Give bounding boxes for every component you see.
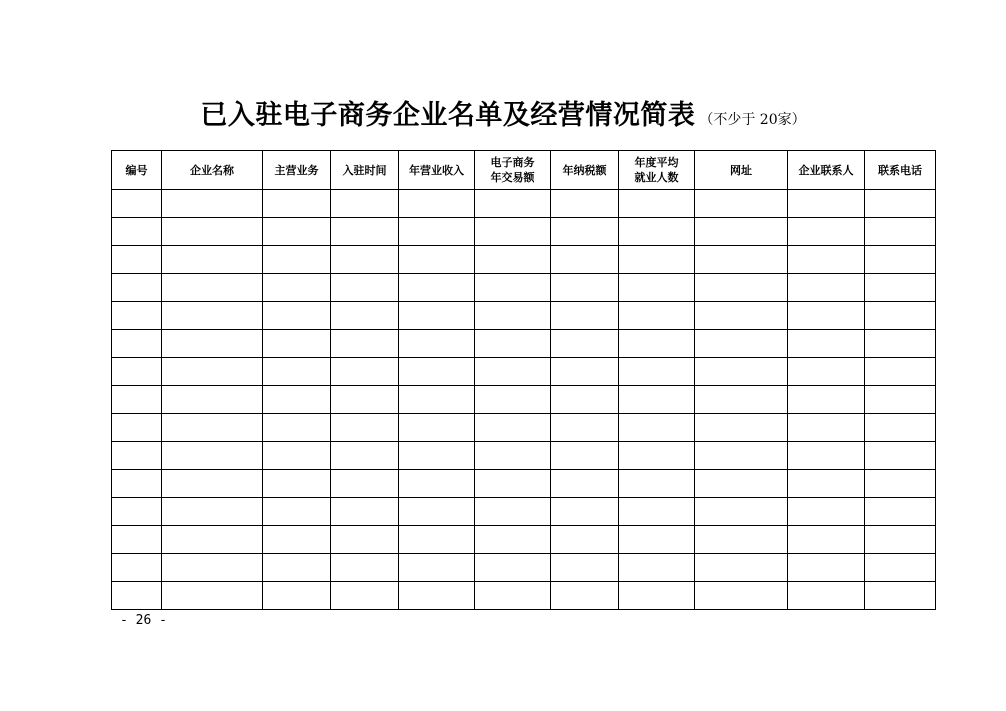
table-cell-annual-revenue	[399, 246, 475, 274]
table-cell-annual-tax	[551, 386, 619, 414]
table-cell-annual-tax	[551, 442, 619, 470]
table-cell-website	[695, 274, 788, 302]
table-cell-entry-time	[331, 526, 399, 554]
table-cell-annual-ecommerce-volume	[475, 554, 551, 582]
table-cell-entry-time	[331, 386, 399, 414]
table-cell-annual-ecommerce-volume	[475, 470, 551, 498]
table-cell-contact-person	[788, 302, 865, 330]
table-cell-main-business	[263, 442, 331, 470]
table-cell-website	[695, 498, 788, 526]
table-cell-number	[112, 554, 162, 582]
table-cell-contact-person	[788, 246, 865, 274]
table-cell-annual-revenue	[399, 330, 475, 358]
table-row	[112, 582, 936, 610]
table-cell-annual-ecommerce-volume	[475, 218, 551, 246]
table-cell-annual-ecommerce-volume	[475, 190, 551, 218]
table-cell-number	[112, 386, 162, 414]
table-cell-number	[112, 498, 162, 526]
table-cell-main-business	[263, 498, 331, 526]
table-cell-contact-phone	[865, 470, 936, 498]
table-cell-number	[112, 274, 162, 302]
column-header-annual-revenue: 年营业收入	[399, 151, 475, 190]
column-header-ecommerce-volume: 电子商务 年交易额	[475, 151, 551, 190]
table-row	[112, 274, 936, 302]
table-cell-number	[112, 246, 162, 274]
table-cell-entry-time	[331, 414, 399, 442]
table-row	[112, 414, 936, 442]
column-header-contact-phone: 联系电话	[865, 151, 936, 190]
table-cell-contact-person	[788, 386, 865, 414]
header-row	[112, 151, 936, 190]
table-cell-contact-person	[788, 470, 865, 498]
table-cell-entry-time	[331, 358, 399, 386]
table-cell-annual-tax	[551, 470, 619, 498]
table-cell-website	[695, 554, 788, 582]
table-cell-annual-revenue	[399, 470, 475, 498]
table-cell-annual-avg-employment	[619, 554, 695, 582]
table-row	[112, 330, 936, 358]
table-cell-company-name	[162, 498, 263, 526]
table-cell-annual-tax	[551, 526, 619, 554]
column-header-contact-person: 企业联系人	[788, 151, 865, 190]
table-cell-annual-revenue	[399, 554, 475, 582]
table-cell-annual-revenue	[399, 526, 475, 554]
title-note: （不少于 20家）	[699, 112, 806, 128]
table-cell-number	[112, 190, 162, 218]
table-cell-annual-tax	[551, 218, 619, 246]
table-cell-annual-revenue	[399, 386, 475, 414]
table-cell-contact-phone	[865, 246, 936, 274]
table-cell-annual-avg-employment	[619, 358, 695, 386]
table-cell-contact-phone	[865, 498, 936, 526]
column-header-entry-time: 入驻时间	[331, 151, 399, 190]
table-cell-annual-revenue	[399, 190, 475, 218]
table-cell-main-business	[263, 582, 331, 610]
table-cell-main-business	[263, 414, 331, 442]
table-cell-website	[695, 330, 788, 358]
table-cell-contact-person	[788, 554, 865, 582]
table-cell-company-name	[162, 274, 263, 302]
table-cell-contact-phone	[865, 442, 936, 470]
table-cell-contact-phone	[865, 190, 936, 218]
table-cell-main-business	[263, 302, 331, 330]
table-cell-company-name	[162, 554, 263, 582]
table-cell-contact-phone	[865, 554, 936, 582]
table-cell-annual-ecommerce-volume	[475, 498, 551, 526]
table-cell-contact-person	[788, 498, 865, 526]
table-cell-contact-phone	[865, 358, 936, 386]
table-cell-company-name	[162, 190, 263, 218]
table-cell-annual-avg-employment	[619, 470, 695, 498]
table-cell-number	[112, 302, 162, 330]
table-row	[112, 190, 936, 218]
table-cell-contact-person	[788, 190, 865, 218]
table-cell-annual-revenue	[399, 218, 475, 246]
table-row	[112, 358, 936, 386]
table-cell-annual-avg-employment	[619, 414, 695, 442]
table-cell-contact-person	[788, 526, 865, 554]
table-cell-contact-person	[788, 582, 865, 610]
table-cell-annual-avg-employment	[619, 442, 695, 470]
table-cell-company-name	[162, 246, 263, 274]
column-header-website: 网址	[695, 151, 788, 190]
table-cell-annual-tax	[551, 414, 619, 442]
column-header-main-business: 主营业务	[263, 151, 331, 190]
table-cell-main-business	[263, 554, 331, 582]
document-title	[0, 98, 1006, 138]
table-cell-entry-time	[331, 274, 399, 302]
table-cell-entry-time	[331, 302, 399, 330]
table-cell-website	[695, 358, 788, 386]
table-cell-contact-person	[788, 330, 865, 358]
table-cell-annual-tax	[551, 330, 619, 358]
table-cell-annual-tax	[551, 582, 619, 610]
title-main: 已入驻电子商务企业名单及经营情况简表	[200, 100, 696, 131]
table-cell-annual-tax	[551, 246, 619, 274]
table-cell-annual-ecommerce-volume	[475, 358, 551, 386]
table-cell-annual-revenue	[399, 274, 475, 302]
table-cell-company-name	[162, 358, 263, 386]
table-cell-contact-phone	[865, 302, 936, 330]
table-cell-annual-ecommerce-volume	[475, 302, 551, 330]
table-cell-contact-phone	[865, 274, 936, 302]
table-row	[112, 218, 936, 246]
column-header-annual-tax: 年纳税额	[551, 151, 619, 190]
table-cell-main-business	[263, 470, 331, 498]
table-cell-annual-tax	[551, 498, 619, 526]
table-cell-entry-time	[331, 582, 399, 610]
table-cell-annual-ecommerce-volume	[475, 330, 551, 358]
company-list-table	[111, 150, 936, 610]
table-cell-annual-ecommerce-volume	[475, 442, 551, 470]
table-cell-annual-avg-employment	[619, 246, 695, 274]
table-cell-contact-phone	[865, 526, 936, 554]
table-cell-annual-tax	[551, 358, 619, 386]
table-cell-entry-time	[331, 330, 399, 358]
column-header-number: 编号	[112, 151, 162, 190]
table-cell-website	[695, 526, 788, 554]
table-cell-main-business	[263, 386, 331, 414]
table-cell-annual-revenue	[399, 414, 475, 442]
table-cell-annual-revenue	[399, 442, 475, 470]
table-cell-entry-time	[331, 442, 399, 470]
table-cell-number	[112, 358, 162, 386]
table-cell-website	[695, 470, 788, 498]
table-cell-number	[112, 442, 162, 470]
table-row	[112, 498, 936, 526]
table-cell-annual-avg-employment	[619, 274, 695, 302]
table-cell-main-business	[263, 358, 331, 386]
table-cell-annual-revenue	[399, 498, 475, 526]
table-cell-company-name	[162, 582, 263, 610]
table-cell-company-name	[162, 218, 263, 246]
table-cell-annual-tax	[551, 302, 619, 330]
column-header-company-name: 企业名称	[162, 151, 263, 190]
table-cell-annual-avg-employment	[619, 526, 695, 554]
table-cell-website	[695, 302, 788, 330]
table-cell-number	[112, 218, 162, 246]
table-cell-contact-phone	[865, 414, 936, 442]
table-cell-annual-ecommerce-volume	[475, 526, 551, 554]
table-row	[112, 386, 936, 414]
table-cell-company-name	[162, 526, 263, 554]
table-cell-annual-revenue	[399, 358, 475, 386]
table-cell-contact-person	[788, 218, 865, 246]
table-cell-entry-time	[331, 218, 399, 246]
table-cell-company-name	[162, 470, 263, 498]
table-cell-contact-phone	[865, 330, 936, 358]
table-cell-number	[112, 330, 162, 358]
table-cell-annual-avg-employment	[619, 190, 695, 218]
table-row	[112, 470, 936, 498]
table-cell-number	[112, 526, 162, 554]
table-cell-contact-phone	[865, 218, 936, 246]
table-cell-website	[695, 190, 788, 218]
table-body	[112, 190, 936, 610]
table-cell-contact-person	[788, 274, 865, 302]
table-cell-company-name	[162, 302, 263, 330]
table-cell-main-business	[263, 330, 331, 358]
table-cell-contact-phone	[865, 386, 936, 414]
table-row	[112, 554, 936, 582]
table-cell-website	[695, 414, 788, 442]
table-row	[112, 302, 936, 330]
column-header-avg-employment: 年度平均 就业人数	[619, 151, 695, 190]
table-cell-annual-ecommerce-volume	[475, 274, 551, 302]
table-cell-entry-time	[331, 246, 399, 274]
table-cell-entry-time	[331, 190, 399, 218]
table-cell-main-business	[263, 246, 331, 274]
table-cell-company-name	[162, 414, 263, 442]
table-cell-main-business	[263, 218, 331, 246]
table-cell-number	[112, 582, 162, 610]
table-cell-annual-ecommerce-volume	[475, 386, 551, 414]
table-cell-main-business	[263, 274, 331, 302]
table-cell-website	[695, 218, 788, 246]
table-cell-annual-revenue	[399, 582, 475, 610]
table-cell-website	[695, 386, 788, 414]
table-cell-annual-tax	[551, 274, 619, 302]
table-cell-website	[695, 442, 788, 470]
table-cell-number	[112, 414, 162, 442]
table-cell-entry-time	[331, 470, 399, 498]
table-cell-annual-avg-employment	[619, 582, 695, 610]
table-cell-number	[112, 470, 162, 498]
table-cell-company-name	[162, 442, 263, 470]
table-cell-annual-avg-employment	[619, 302, 695, 330]
table-cell-annual-ecommerce-volume	[475, 582, 551, 610]
table-cell-annual-ecommerce-volume	[475, 414, 551, 442]
table-cell-website	[695, 246, 788, 274]
table-row	[112, 526, 936, 554]
table-cell-company-name	[162, 386, 263, 414]
page-number: - 26 -	[120, 613, 167, 628]
table-cell-company-name	[162, 330, 263, 358]
table-cell-contact-phone	[865, 582, 936, 610]
table-cell-entry-time	[331, 498, 399, 526]
table-cell-main-business	[263, 190, 331, 218]
table-cell-contact-person	[788, 442, 865, 470]
table-cell-entry-time	[331, 554, 399, 582]
table-cell-main-business	[263, 526, 331, 554]
table-cell-annual-avg-employment	[619, 386, 695, 414]
table-cell-website	[695, 582, 788, 610]
table-cell-annual-ecommerce-volume	[475, 246, 551, 274]
table-cell-annual-avg-employment	[619, 330, 695, 358]
table-row	[112, 246, 936, 274]
table-cell-contact-person	[788, 358, 865, 386]
table-cell-annual-tax	[551, 554, 619, 582]
table-row	[112, 442, 936, 470]
table-cell-contact-person	[788, 414, 865, 442]
table-cell-annual-tax	[551, 190, 619, 218]
table-cell-annual-avg-employment	[619, 498, 695, 526]
table-cell-annual-avg-employment	[619, 218, 695, 246]
table-cell-annual-revenue	[399, 302, 475, 330]
